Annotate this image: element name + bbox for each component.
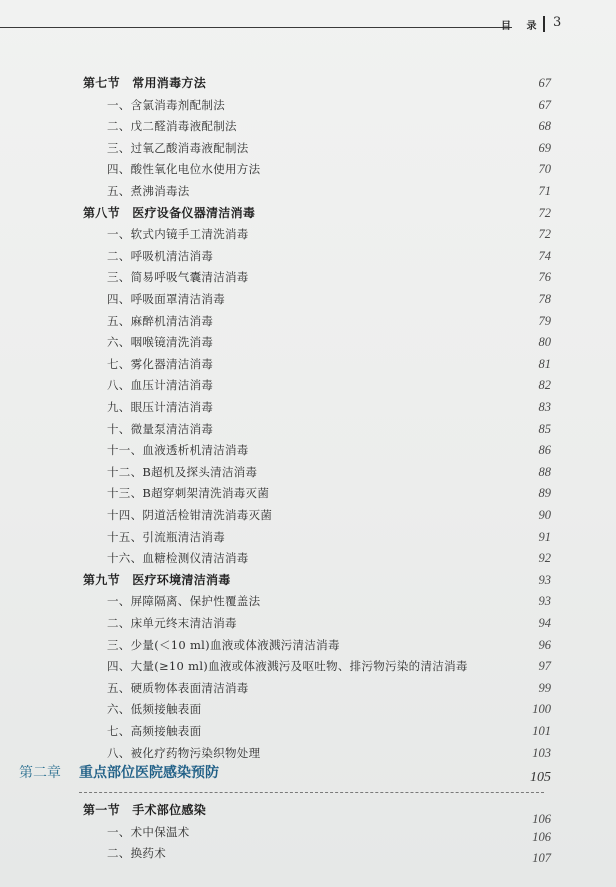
toc-entry-row <box>0 822 616 842</box>
entry-page-number: 106 <box>532 829 551 844</box>
entry-label: 一、软式内镜手工清洗消毒 <box>107 227 249 242</box>
entry-label: 三、过氧乙酸消毒液配制法 <box>107 140 249 155</box>
section-row <box>0 203 616 223</box>
page-number: 3 <box>553 15 562 30</box>
entry-page-number: 99 <box>538 680 551 695</box>
entry-page-number: 103 <box>532 745 551 760</box>
toc-entry-row <box>0 181 616 201</box>
entry-label: 七、高频接触表面 <box>107 724 202 738</box>
chapter-number: 第二章 <box>19 765 61 781</box>
entry-page-number: 88 <box>538 464 551 479</box>
entry-label: 四、大量(≥10 ml)血液或体液溅污及呕吐物、排污物污染的清洁消毒 <box>107 659 468 674</box>
entry-label: 十一、血液透析机清洁消毒 <box>107 443 249 458</box>
entry-label: 五、麻醉机清洁消毒 <box>107 313 214 328</box>
entry-label: 四、呼吸面罩清洁消毒 <box>107 292 225 306</box>
entry-label: 十五、引流瓶清洁消毒 <box>107 529 225 544</box>
entry-page-number: 97 <box>538 659 551 674</box>
toc-entry-row <box>0 267 616 287</box>
entry-label: 十四、阴道活检钳清洗消毒灭菌 <box>107 508 273 522</box>
entry-page-number: 82 <box>538 378 551 393</box>
section-title: 第七节 常用消毒方法 <box>83 76 207 90</box>
entry-label: 二、换药术 <box>107 846 166 861</box>
entry-page-number: 85 <box>538 421 551 436</box>
toc-entry-row <box>0 635 616 655</box>
toc-entry-row <box>0 159 616 179</box>
toc-entry-row <box>0 138 616 158</box>
toc-entry-row <box>0 332 616 352</box>
entry-page-number: 93 <box>538 594 551 609</box>
chapter-title: 重点部位医院感染预防 <box>79 765 219 781</box>
header-rule <box>0 27 512 28</box>
entry-label: 一、术中保温术 <box>107 824 190 839</box>
toc-entry-row <box>0 311 616 331</box>
entry-page-number: 89 <box>538 486 551 501</box>
toc-entry-row <box>0 843 616 866</box>
toc-entry-row <box>0 289 616 309</box>
entry-page-number: 92 <box>538 551 551 566</box>
section-title: 第一节 手术部位感染 <box>83 803 207 817</box>
entry-label: 九、眼压计清洁消毒 <box>107 400 214 414</box>
toc-entry-row <box>0 656 616 676</box>
toc-entry-row <box>0 116 616 136</box>
entry-page-number: 68 <box>538 119 551 134</box>
toc-entry-row <box>0 483 616 503</box>
entry-label: 六、低频接触表面 <box>107 702 202 717</box>
entry-page-number: 69 <box>538 140 551 155</box>
section-page-number: 93 <box>538 572 551 587</box>
toc-entry-row <box>0 440 616 460</box>
section-row <box>0 73 616 93</box>
section-row <box>0 570 616 590</box>
chapter-page-number: 105 <box>530 770 551 785</box>
header-divider <box>543 16 545 32</box>
entry-page-number: 94 <box>538 616 551 630</box>
section-page-number: 67 <box>538 76 551 90</box>
toc-entry-row <box>0 505 616 525</box>
entry-page-number: 71 <box>538 184 551 198</box>
toc-entry-row <box>0 419 616 439</box>
entry-page-number: 107 <box>532 851 551 866</box>
entry-page-number: 79 <box>538 313 551 328</box>
toc-entry-row <box>0 699 616 719</box>
toc-entry-row <box>0 613 616 633</box>
section-page-number: 72 <box>538 205 551 220</box>
entry-page-number: 80 <box>538 335 551 350</box>
toc-entry-row <box>0 743 616 763</box>
toc-entry-row <box>0 224 616 244</box>
entry-label: 一、含氯消毒剂配制法 <box>107 97 225 112</box>
entry-label: 五、硬质物体表面清洁消毒 <box>107 680 249 695</box>
entry-label: 八、血压计清洁消毒 <box>107 378 214 393</box>
entry-label: 五、煮沸消毒法 <box>107 184 190 198</box>
entry-page-number: 67 <box>538 97 551 112</box>
entry-page-number: 70 <box>538 162 551 177</box>
section-row <box>0 800 616 826</box>
running-header-label: 目 录 <box>501 21 543 32</box>
section-page-number: 106 <box>532 812 551 826</box>
entry-label: 一、屏障隔离、保护性覆盖法 <box>107 594 261 609</box>
toc-entry-row <box>0 95 616 115</box>
entry-label: 七、雾化器清洁消毒 <box>107 356 214 371</box>
entry-label: 四、酸性氧化电位水使用方法 <box>107 162 261 177</box>
entry-label: 十二、B超机及探头清洁消毒 <box>107 464 258 479</box>
entry-page-number: 100 <box>532 702 551 717</box>
entry-label: 十三、B超穿刺架清洗消毒灭菌 <box>107 486 270 501</box>
toc-entry-row <box>0 548 616 568</box>
entry-label: 十六、血糖检测仪清洁消毒 <box>107 551 249 566</box>
entry-page-number: 76 <box>538 270 551 285</box>
entry-page-number: 74 <box>538 248 551 263</box>
entry-label: 十、微量泵清洁消毒 <box>107 421 214 436</box>
entry-label: 二、呼吸机清洁消毒 <box>107 248 214 263</box>
toc-entry-row <box>0 591 616 611</box>
entry-page-number: 81 <box>538 356 551 371</box>
chapter-dashed-rule <box>79 792 544 793</box>
entry-label: 二、戊二醛消毒液配制法 <box>107 119 237 134</box>
entry-label: 六、咽喉镜清洗消毒 <box>107 335 214 350</box>
entry-label: 三、少量(＜10 ml)血液或体液溅污清洁消毒 <box>107 637 340 652</box>
toc-entry-row <box>0 721 616 741</box>
entry-label: 八、被化疗药物污染织物处理 <box>107 745 261 760</box>
toc-entry-row <box>0 354 616 374</box>
toc-entry-row <box>0 375 616 395</box>
entry-page-number: 96 <box>538 637 551 652</box>
entry-page-number: 83 <box>538 400 551 414</box>
toc-entry-row <box>0 397 616 417</box>
section-title: 第八节 医疗设备仪器清洁消毒 <box>83 205 256 220</box>
entry-page-number: 86 <box>538 443 551 458</box>
entry-page-number: 101 <box>532 724 551 738</box>
entry-page-number: 78 <box>538 292 551 306</box>
toc-entry-row <box>0 462 616 482</box>
section-title: 第九节 医疗环境清洁消毒 <box>83 572 231 587</box>
entry-label: 二、床单元终末清洁消毒 <box>107 616 237 630</box>
entry-page-number: 72 <box>538 227 551 242</box>
toc-entry-row <box>0 678 616 698</box>
entry-label: 三、简易呼吸气囊清洁消毒 <box>107 270 249 285</box>
entry-page-number: 90 <box>538 508 551 522</box>
toc-entry-row <box>0 246 616 266</box>
toc-entry-row <box>0 527 616 547</box>
entry-page-number: 91 <box>538 529 551 544</box>
